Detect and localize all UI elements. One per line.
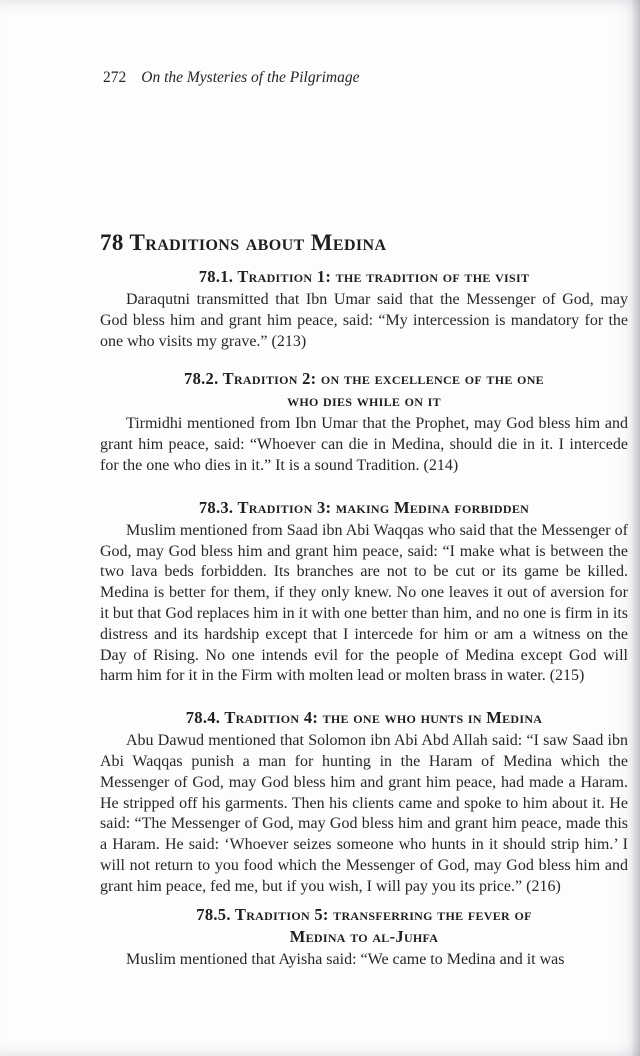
- heading-line: 78.4. Tradition 4: the one who hunts in Medina: [185, 708, 543, 728]
- section-78-4: [100, 707, 628, 897]
- running-head: [103, 68, 360, 88]
- section-78-1-paragraph: Daraqutni transmitted that Ibn Umar said that the Messenger of God, may God bless him and grant him peace, said: “My intercession is mandatory for the one who visits my grave.” (213): [100, 291, 628, 350]
- running-title: On the Mysteries of the Pilgrimage: [141, 69, 360, 86]
- heading-line: Medina to al-Juhfa: [289, 926, 439, 946]
- heading-line: 78.2. Tradition 2: on the excellence of the one: [184, 369, 544, 389]
- section-78-4-paragraph: Abu Dawud mentioned that Solomon ibn Abi Abd Allah said: “I saw Saad ibn Abi Waqqas punish a man for hunting in the Haram of Medina which the Messenger of God, may God bless him and grant him peace, had made a Haram. He stripped off his garments. Then his clients came and spoke to him about it. He said: “The Messenger of God, may God bless him and grant him peace, made this a Haram. He said: ‘Whoever seizes someone who hunts in it should strip him.’ I will not return to you food which the Messenger of God, may God bless him and grant him peace, fed me, but if you wish, I will pay you its price.” (216): [100, 732, 628, 895]
- heading-line: 78.5. Tradition 5: transferring the fever of: [196, 904, 532, 924]
- section-78-3-heading: [100, 497, 628, 519]
- chapter-heading: 78 Traditions about Medina: [100, 230, 387, 255]
- page-content: [100, 228, 628, 970]
- section-78-2-paragraph: Tirmidhi mentioned from Ibn Umar that the Prophet, may God bless him and grant him peace, said: “Whoever can die in Medina, should die in it. I intercede for the one who dies in it.” It is a sound Tradition. (214): [100, 415, 628, 474]
- section-78-5: [100, 904, 628, 971]
- section-78-2-heading: [100, 368, 628, 412]
- section-78-5-paragraph: Muslim mentioned that Ayisha said: “We came to Medina and it was: [126, 950, 565, 968]
- section-78-2: [100, 368, 628, 476]
- heading-line: who dies while on it: [287, 391, 441, 411]
- section-78-1-heading: [100, 266, 628, 288]
- section-78-3: [100, 497, 628, 687]
- page-number: 272: [103, 69, 127, 86]
- section-78-4-heading: [100, 707, 628, 729]
- section-78-5-heading: [100, 904, 628, 948]
- scan-edge-shadow: [631, 0, 640, 1056]
- section-78-1: [100, 266, 628, 352]
- heading-line: 78.1. Tradition 1: the tradition of the visit: [198, 267, 530, 286]
- section-78-3-paragraph: Muslim mentioned from Saad ibn Abi Waqqas who said that the Messenger of God, may God bless him and grant him peace, said: “I make what is between the two lava beds forbidden. Its branches are not to be cut or its game be killed. Medina is better for them, if they only knew. No one leaves it out of aversion for it but that God replaces him in it with one better than him, and no one is firm in its distress and its hardship except that I intercede for him or am a witness on the Day of Rising. No one intends evil for the people of Medina except God will harm him for it in the Firm with molten lead or molten brass in water. (215): [100, 521, 628, 685]
- heading-line: 78.3. Tradition 3: making Medina forbidden: [198, 497, 530, 517]
